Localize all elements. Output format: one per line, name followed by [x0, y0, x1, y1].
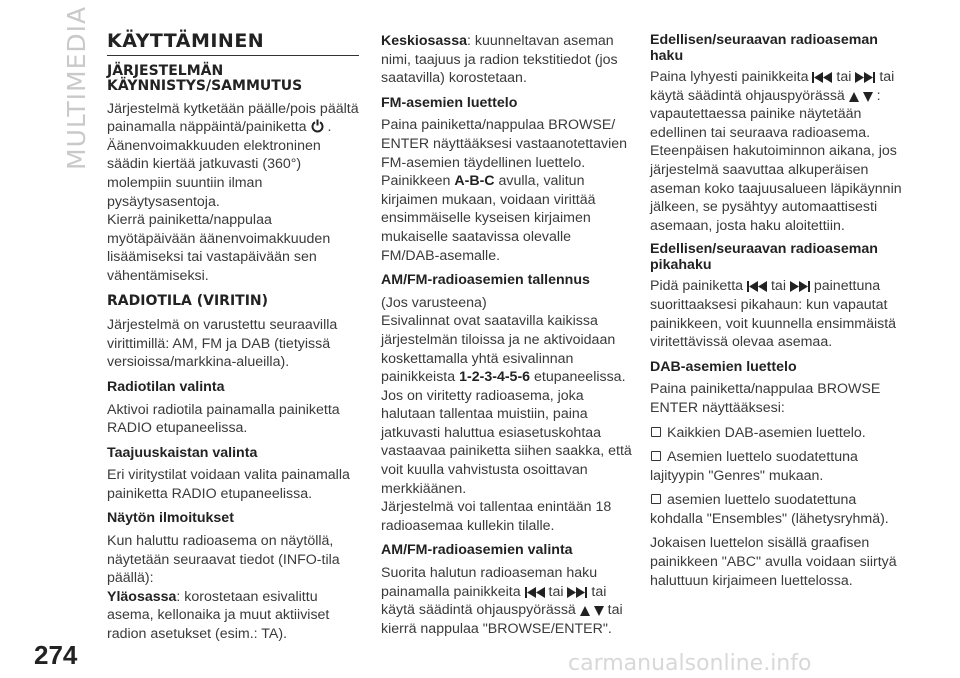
text: . [327, 119, 332, 136]
seek-forward-icon [855, 72, 875, 83]
text: tai [770, 278, 786, 295]
arrow-up-icon [580, 606, 590, 616]
paragraph-fm-list [381, 116, 633, 265]
arrow-down-icon [594, 606, 604, 616]
list-item [650, 491, 906, 528]
text: tai [591, 583, 607, 600]
paragraph-seek [650, 68, 906, 235]
text: tai [879, 69, 895, 85]
text: Äänenvoimakkuuden elektroninen säädin kiertää jatkuvasti (360°) molempiin suuntiin ilman pysäytysasentoja. [107, 137, 321, 210]
checkbox-bullet-icon [651, 427, 661, 437]
bold-term: Keskiosassa [381, 33, 467, 49]
text: käytä säädintä ohjauspyörässä [650, 87, 845, 104]
text: vapautettaessa painike näytetään edellinen tai seuraava radioasema. Eteenpäisen hakutoiminnon aikana, jos järjestelmä saavuttaa alkuperäisen aseman koko taajuusalueen läpikäynnin jälkeen, se pysähtyy automaattisesti asemaan, josta haku aloitettiin. [650, 106, 902, 234]
bold-term: 1-2-3-4-5-6 [459, 369, 531, 386]
seek-forward-icon [790, 281, 810, 292]
text: tai [836, 69, 852, 85]
text: avulla, valitun kirjaimen mukaan, voidaan virittää ensimmäiselle kyseisen kirjaimen mukaiselle saatavissa olevalle FM/DAB-asemalle. [381, 173, 596, 264]
bold-term: Yläosassa [107, 588, 177, 605]
heading-fast-seek: Edellisen/seuraavan radioaseman pikahaku [650, 241, 878, 274]
text: Kaikkien DAB-asemien luettelo. [667, 424, 866, 441]
watermark: carmanualsonline.info [568, 651, 812, 676]
text: Kun haluttu radioasema on näytöllä, näytetään seuraavat tiedot (INFO-tila päällä): [107, 533, 340, 587]
seek-forward-icon [567, 587, 587, 598]
heading-dab-list: DAB-asemien luettelo [650, 358, 797, 375]
text: tai [607, 602, 623, 619]
text: : [876, 87, 881, 104]
heading-radio-mode: RADIOTILA (VIRITIN) [107, 292, 269, 309]
main-heading: KÄYTTÄMINEN [107, 32, 359, 56]
paragraph-middle [381, 32, 633, 88]
text: Pidä painiketta [650, 278, 744, 295]
text: : kuunneltavan aseman nimi, taajuus ja radion tekstitiedot (jos saatavilla) korostetaan. [381, 33, 618, 87]
paragraph-dab-list: Paina painiketta/nappulaa BROWSE ENTER näyttääksesi: [650, 381, 881, 416]
paragraph-choose [381, 564, 633, 638]
checkbox-bullet-icon [651, 451, 661, 461]
text: kierrä nappulaa "BROWSE/ENTER". [381, 620, 612, 637]
heading-seek: Edellisen/seuraavan radioaseman haku [650, 32, 878, 64]
seek-back-icon [747, 281, 767, 292]
heading-power-onoff: JÄRJESTELMÄN KÄYNNISTYS/SAMMUTUS [107, 62, 303, 94]
arrow-down-icon [863, 92, 873, 102]
text: Suorita halutun radioaseman haku painamalla painikkeita [381, 565, 598, 600]
text: käytä säädintä ohjauspyörässä [381, 602, 576, 619]
column-3 [650, 32, 906, 596]
paragraph-store [381, 294, 633, 536]
heading-band-select: Taajuuskaistan valinta [107, 444, 258, 461]
text: etupaneelissa. [534, 369, 626, 386]
column-1 [107, 32, 359, 650]
text: tai [548, 583, 564, 600]
heading-choose-stations: AM/FM-radioasemien valinta [381, 542, 573, 559]
paragraph-band-select: Eri viritystilat voidaan valita painamalla painiketta RADIO etupaneelissa. [107, 467, 350, 502]
text: Jos on viritetty radioasema, joka halutaan tallentaa muistiin, paina jatkuvasti haluttua esiasetuskohtaa vastaavaa painiketta siihen saakka, että voit kuulla vahvistusta osoittavan merkkiäänen. [381, 387, 632, 497]
paragraph-power [107, 100, 359, 286]
paragraph-fast-seek [650, 277, 906, 351]
seek-back-icon [525, 587, 545, 598]
paragraph-display-info [107, 532, 359, 644]
paragraph-abc: Jokaisen luettelon sisällä graafisen painikkeen "ABC" avulla voidaan siirtyä haluttuun kirjaimeen luettelossa. [650, 535, 897, 589]
text: Paina painiketta/nappulaa BROWSE/ ENTER näyttääksesi vastaanotettavien FM-asemien täydellinen luettelo. Painikkeen [381, 117, 628, 190]
text: Esivalinnat ovat saatavilla kaikissa järjestelmän tiloissa ja ne aktivoidaan koskettamalla yhtä esivalinnan painikkeista [381, 313, 616, 386]
heading-store-stations: AM/FM-radioasemien tallennus [381, 272, 590, 289]
text: Asemien luettelo suodatettuna lajityypin "Genres" mukaan. [650, 449, 858, 484]
bold-term: A-B-C [454, 173, 495, 190]
text: Järjestelmä kytketään päälle/pois päältä painamalla näppäintä/painiketta [107, 100, 359, 136]
text: Paina lyhyesti painikkeita [650, 69, 809, 85]
text: asemien luettelo suodatettuna kohdalla "Ensembles" (lähetysryhmä). [650, 492, 889, 527]
text: painettuna suorittaaksesi pikahaun: kun vapautat painikkeen, voit kuunnella ensimmäistä viritettävissä olevaa asemaa. [650, 278, 897, 351]
seek-back-icon [812, 72, 832, 83]
heading-radio-select: Radiotilan valinta [107, 378, 225, 395]
heading-display-info: Näytön ilmoitukset [107, 510, 234, 527]
text: (Jos varusteena) [381, 294, 487, 311]
heading-fm-list: FM-asemien luettelo [381, 94, 518, 111]
page-number: 274 [34, 640, 78, 670]
list-item [650, 424, 906, 443]
column-2 [381, 32, 633, 644]
text: : korostetaan esivalittu asema, kellonaika ja muut aktiiviset radion asetukset (esim.: TA). [107, 588, 330, 643]
arrow-up-icon [849, 92, 859, 102]
checkbox-bullet-icon [651, 494, 661, 504]
text: Järjestelmä voi tallentaa enintään 18 radioasemaa kullekin tilalle. [381, 499, 612, 534]
power-icon [311, 119, 324, 133]
section-side-label [56, 5, 91, 170]
paragraph-radio: Järjestelmä on varustettu seuraavilla virittimillä: AM, FM ja DAB (tietyissä versioissa/markkina-alueilla). [107, 317, 338, 371]
text: Kierrä painiketta/nappulaa myötäpäivään äänenvoimakkuuden lisäämiseksi tai vastapäivään sen vähentämiseksi. [107, 212, 331, 284]
paragraph-radio-select: Aktivoi radiotila painamalla painiketta RADIO etupaneelissa. [107, 401, 340, 437]
list-item [650, 448, 906, 485]
section-label-text: MULTIMEDIA [62, 5, 91, 170]
